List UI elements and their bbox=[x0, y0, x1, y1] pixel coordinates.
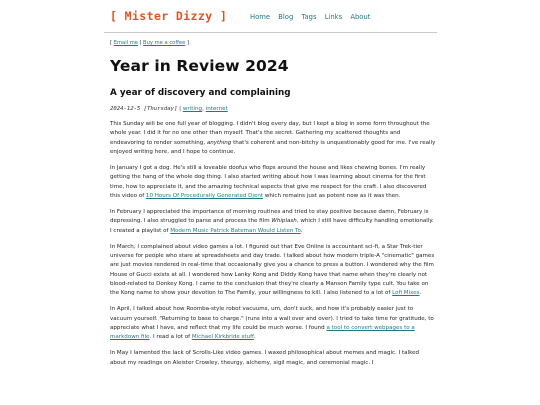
paragraph-text: . bbox=[419, 290, 422, 296]
tag-writing-link[interactable]: writing bbox=[182, 106, 203, 112]
post-content bbox=[110, 40, 436, 375]
nav-tags-link[interactable]: Tags bbox=[301, 13, 317, 21]
paragraph-text: . I read a lot of bbox=[149, 334, 192, 340]
markdown-tool-link[interactable]: a tool to convert webpages to a markdown file bbox=[110, 324, 415, 340]
paragraph-text: that's coherent and non-bitchy is unquestionably good for me. I've really enjoyed writing here, and I hope to continue. bbox=[110, 139, 436, 155]
header-divider bbox=[104, 32, 437, 33]
paragraph-text: In March, I complained about video games a lot. I figured out that Eve Online is accountant sci-fi, a Star Trek-tier universe for people who stare at spreadsheets and day trade. I talked about how modern triple-A "cinematic" games are just movies rendered in real-time that occasionally give you a chance to press a button. I wondered why the film House of Gucci exists at all. I wondered how Lanky Kong and Diddy Kong have that name when they're clearly not blood-related to Donkey Kong. I came to the conclusion that they're clearly a Manson Family type cult. You take on the Kong name to show your devotion to The Family, your willingness to kill. I also listened to a lot of bbox=[110, 243, 435, 296]
nav-links-link[interactable]: Links bbox=[324, 13, 343, 21]
paragraph-text: suck, and how it's probably easier just to vacuum yourself. "Returning to base to charge." (runs into a wall over and over). I tried to take time for gratitude, to appreciate what I have, and reflect that my life could be much worse. I found bbox=[110, 306, 434, 331]
paragraph-intro bbox=[110, 120, 436, 157]
paragraph-text: In April, I talked about how Roomba-style robot vacuums, um, bbox=[110, 306, 284, 313]
post-date: 2024-12-5 [Thursday] bbox=[110, 106, 178, 112]
paragraph-text: . bbox=[300, 227, 303, 234]
post-title: Year in Review 2024 bbox=[110, 57, 289, 75]
support-links bbox=[110, 40, 436, 46]
bracket-open: [ bbox=[110, 40, 113, 46]
kirkbride-link[interactable]: Michael Kirkbride stuff bbox=[191, 334, 254, 340]
paragraph-text: , which I still have difficulty handling emotionally. I created a playlist of bbox=[110, 218, 434, 234]
paragraph-text: which remains just as potent now as it was then. bbox=[263, 192, 401, 199]
paragraph-march bbox=[110, 243, 436, 299]
site-logo[interactable]: [ Mister Dizzy ] bbox=[110, 9, 228, 23]
paragraph-text: In January I got a dog. He's still a loveable doofus who flops around the house and likes chewing bones. I'm really getting the hang of the whole dog thing. I also started writing about how I was learning about cinema for the first time, how to appreciate it, and the amazing technical aspects that give me respect for the craft. I also discovered this video of bbox=[110, 165, 427, 199]
buy-coffee-link[interactable]: Buy me a coffee bbox=[143, 40, 186, 46]
paragraph-april bbox=[110, 305, 436, 342]
nav-blog-link[interactable]: Blog bbox=[278, 13, 294, 21]
bateman-playlist-link[interactable]: Modern Music Patrick Bateman Would Listen To bbox=[170, 227, 301, 234]
main-nav bbox=[250, 13, 376, 21]
paragraph-may bbox=[110, 349, 436, 368]
paragraph-text: In May I lamented the lack of Scrolls-Like video games. I waxed philosophical about memes and magic. I talked about my readings on Aleister Crowley, theurgy, alchemy, sigil magic, and ceremonial magic. I bbox=[110, 350, 420, 366]
paragraph-text: . bbox=[253, 334, 256, 340]
bracket-close: ] bbox=[186, 40, 190, 46]
post-meta: 2024-12-5 [Thursday] | writing, internet bbox=[110, 106, 228, 112]
paragraph-text: This Sunday will be one full year of blogging. I didn't blog every day, but I kept a blog in some form throughout the whole year. I did it for no one other than myself. That's the secret. Gathering my scattered thoughts and endeavoring to render something, bbox=[110, 121, 430, 146]
paragraph-february bbox=[110, 208, 436, 236]
emphasis-text: don't bbox=[283, 306, 298, 313]
support-separator: | bbox=[139, 40, 142, 46]
djent-video-link[interactable]: 10 Hours Of Procedurally Generated Djent bbox=[145, 192, 264, 199]
emphasis-text: Whiplash bbox=[271, 218, 297, 225]
lofi-mixes-link[interactable]: Lofi Mixes bbox=[392, 290, 420, 296]
site-header bbox=[0, 0, 540, 32]
tag-internet-link[interactable]: internet bbox=[205, 106, 228, 112]
meta-separator: | bbox=[179, 106, 182, 112]
email-me-link[interactable]: Email me bbox=[113, 40, 138, 46]
post-subtitle: A year of discovery and complaining bbox=[110, 88, 291, 98]
paragraph-january bbox=[110, 164, 436, 201]
emphasis-text: anything bbox=[206, 139, 232, 146]
nav-about-link[interactable]: About bbox=[350, 13, 371, 21]
paragraph-text: In February I appreciated the importance of morning routines and tried to stay positive because damn, February is depressing. I also struggled to parse and process the film bbox=[110, 209, 429, 225]
nav-home-link[interactable]: Home bbox=[250, 13, 271, 21]
